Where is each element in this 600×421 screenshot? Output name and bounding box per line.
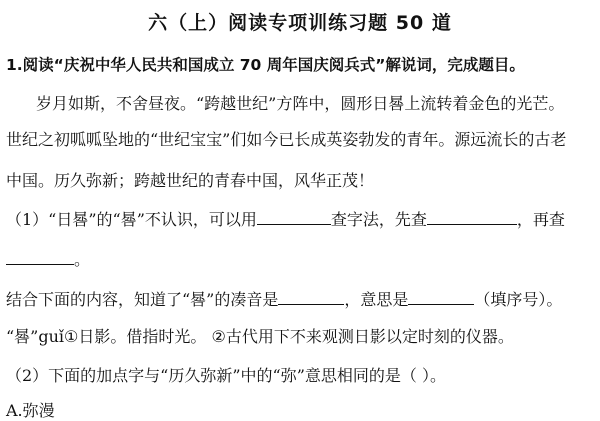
second-lookup-blank[interactable] bbox=[6, 250, 74, 265]
passage-line-1: 岁月如斯，不舍昼夜。“跨越世纪”方阵中，圆形日晷上流转着金色的光芒。 bbox=[36, 94, 565, 113]
option-a[interactable]: A.弥漫 bbox=[6, 401, 55, 420]
first-lookup-blank[interactable] bbox=[427, 210, 517, 225]
sub-question-2: （2）下面的加点字与“历久弥新”中的“弥”意思相同的是（ ）。 bbox=[6, 366, 446, 385]
definition-text-2: 古代用下不来观测日影以定时刻的仪器。 bbox=[225, 327, 514, 346]
lookup-method-blank[interactable] bbox=[257, 210, 331, 225]
pronunciation-blank[interactable] bbox=[278, 290, 344, 305]
sub-question-1-text-c: ，再查 bbox=[516, 210, 565, 229]
sub-question-1 bbox=[6, 207, 565, 230]
passage-line-3: 中国。历久弥新；跨越世纪的青春中国，风华正茂！ bbox=[6, 171, 375, 190]
passage-line-2: 世纪之初呱呱坠地的“世纪宝宝”们如今已长成英姿勃发的青年。源远流长的古老 bbox=[6, 130, 567, 149]
dictionary-definition bbox=[6, 324, 514, 347]
definition-text-1: 日影。借指时光。 bbox=[78, 327, 207, 346]
definition-marker-1: ① bbox=[64, 327, 79, 346]
combine-question bbox=[6, 287, 562, 310]
combine-text-a: 结合下面的内容，知道了“晷”的凑音是 bbox=[6, 290, 279, 309]
sub-question-1-text-a: （1）“日晷”的“晷”不认识，可以用 bbox=[6, 210, 257, 229]
combine-text-c: （填序号）。 bbox=[474, 290, 563, 309]
combine-text-b: ，意思是 bbox=[344, 290, 409, 309]
sub-question-1-line-2 bbox=[6, 247, 90, 270]
definition-character: “晷”guǐ bbox=[6, 327, 65, 346]
definition-marker-2: ② bbox=[211, 327, 226, 346]
sub-question-1-end: 。 bbox=[74, 250, 91, 269]
page-title: 六（上）阅读专项训练习题 50 道 bbox=[148, 12, 452, 34]
sub-question-1-text-b: 查字法，先查 bbox=[330, 210, 427, 229]
question-1-heading: 1.阅读“庆祝中华人民共和国成立 70 周年国庆阅兵式”解说词，完成题目。 bbox=[6, 56, 525, 74]
meaning-number-blank[interactable] bbox=[408, 290, 474, 305]
